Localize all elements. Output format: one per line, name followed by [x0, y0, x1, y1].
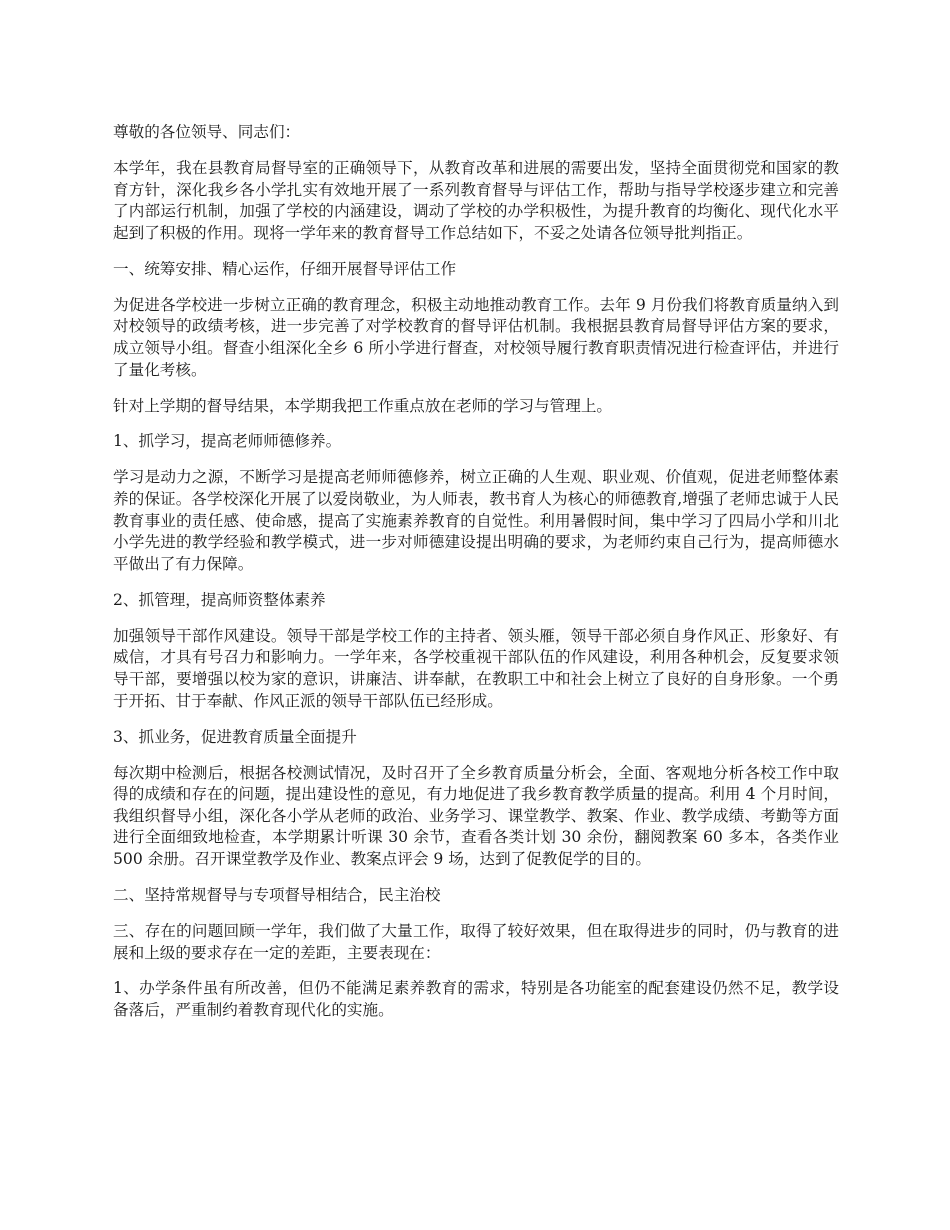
intro-paragraph: 本学年，我在县教育局督导室的正确领导下，从教育改革和进展的需要出发，坚持全面贯彻党和国家的教育方针，深化我乡各小学扎实有效地开展了一系列教育督导与评估工作，帮助与指导学校逐步建立和完善了内部运行机制，加强了学校的内涵建设，调动了学校的办学积极性，为提升教育的均衡化、现代化水平起到了积极的作用。现将一学年来的教育督导工作总结如下，不妥之处请各位领导批判指正。 — [113, 158, 839, 242]
body-paragraph: 加强领导干部作风建设。领导干部是学校工作的主持者、领头雁，领导干部必须自身作风正、形象好、有威信，才具有号召力和影响力。一学年来，各学校重视干部队伍的作风建设，利用各种机会，反复要求领导干部，要增强以校为家的意识，讲廉洁、讲奉献，在教职工中和社会上树立了良好的自身形象。一个勇于开拓、甘于奉献、作风正派的领导干部队伍已经形成。 — [113, 626, 839, 710]
subheading-1: 1、抓学习，提高老师师德修养。 — [113, 432, 342, 451]
body-paragraph: 1、办学条件虽有所改善，但仍不能满足素养教育的需求，特别是各功能室的配套建设仍然不足，教学设备落后，严重制约着教育现代化的实施。 — [113, 979, 839, 1020]
body-paragraph: 针对上学期的督导结果，本学期我把工作重点放在老师的学习与管理上。 — [113, 396, 613, 415]
section-heading-2: 二、坚持常规督导与专项督导相结合，民主治校 — [113, 885, 441, 904]
salutation: 尊敬的各位领导、同志们： — [113, 123, 301, 141]
section-heading-1: 一、统筹安排、精心运作，仔细开展督导评估工作 — [113, 259, 457, 278]
document-body — [113, 122, 839, 1036]
body-paragraph: 为促进各学校进一步树立正确的教育理念，积极主动地推动教育工作。去年 9 月份我们将教育质量纳入到对校领导的政绩考核，进一步完善了对学校教育的督导评估机制。我根据县教育局督导评估方案的要求，成立领导小组。督查小组深化全乡 6 所小学进行督查，对校领导履行教育职责情况进行检查评估，并进行了量化考核。 — [113, 295, 839, 379]
section-heading-3: 三、存在的问题回顾一学年，我们做了大量工作，取得了较好效果，但在取得进步的同时，仍与教育的进展和上级的要求存在一定的差距，主要表现在： — [113, 921, 839, 962]
body-paragraph: 每次期中检测后，根据各校测试情况，及时召开了全乡教育质量分析会，全面、客观地分析各校工作中取得的成绩和存在的问题，提出建设性的意见，有力地促进了我乡教育教学质量的提高。利用 4 个月时间，我组织督导小组，深化各小学从老师的政治、业务学习、课堂教学、教案、作业、教学成绩、考勤等方面进行全面细致地检查，本学期累计听课 30 余节，查看各类计划 30 余份，翻阅教案 60 多本，各类作业 500 余册。召开课堂教学及作业、教案点评会 9 场，达到了促教促学的目的。 — [113, 763, 839, 868]
body-paragraph: 学习是动力之源，不断学习是提高老师师德修养，树立正确的人生观、职业观、价值观，促进老师整体素养的保证。各学校深化开展了以爱岗敬业，为人师表，教书育人为核心的师德教育,增强了老师忠诚于人民教育事业的责任感、使命感，提高了实施素养教育的自觉性。利用暑假时间，集中学习了四局小学和川北小学先进的教学经验和教学模式，进一步对师德建设提出明确的要求，为老师约束自己行为，提高师德水平做出了有力保障。 — [113, 468, 839, 573]
subheading-2: 2、抓管理，提高师资整体素养 — [113, 590, 326, 609]
subheading-3: 3、抓业务，促进教育质量全面提升 — [113, 727, 357, 746]
